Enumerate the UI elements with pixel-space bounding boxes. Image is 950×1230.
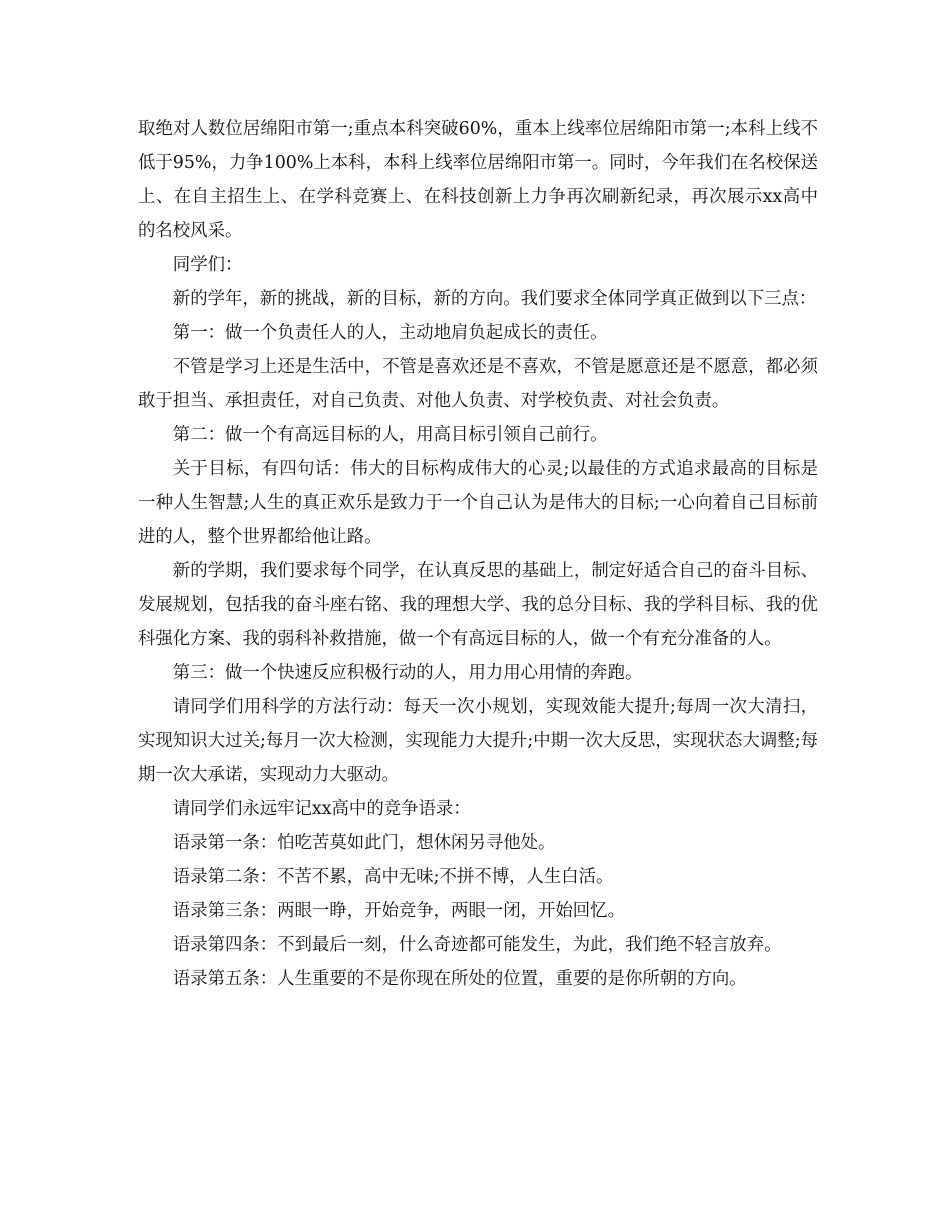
paragraph-intro: 新的学年，新的挑战，新的目标，新的方向。我们要求全体同学真正做到以下三点： [172,289,817,309]
point-two-body: 关于目标，有四句话：伟大的目标构成伟大的心灵;以最佳的方式追求最高的目标是一种人生智慧;人生的真正欢乐是致力于一个自己认为是伟大的目标;一心向着自己目标前进的人，整个世界都给他让路。 [138,459,818,547]
quote-item: 语录第五条：人生重要的不是你现在所处的位置，重要的是你所朝的方向。 [172,969,747,989]
point-one-body: 不管是学习上还是生活中，不管是喜欢还是不喜欢，不管是愿意还是不愿意，都必须敢于担当、承担责任，对自己负责、对他人负责、对学校负责、对社会负责。 [138,357,818,411]
quote-item: 语录第二条：不苦不累，高中无味;不拼不博，人生白活。 [172,867,614,887]
quote-item: 语录第四条：不到最后一刻，什么奇迹都可能发生，为此，我们绝不轻言放弃。 [172,935,782,955]
point-two-heading: 第二：做一个有高远目标的人，用高目标引领自己前行。 [172,425,608,445]
quote-item: 语录第一条：怕吃苦莫如此门，想休闲另寻他处。 [172,833,556,853]
document-body [138,112,818,996]
point-three-heading: 第三：做一个快速反应积极行动的人，用力用心用情的奔跑。 [172,663,643,683]
paragraph-continuation: 取绝对人数位居绵阳市第一;重点本科突破60%，重本上线率位居绵阳市第一;本科上线不低于95%，力争100%上本科，本科上线率位居绵阳市第一。同时，今年我们在名校保送上、在自主招生上、在学科竞赛上、在科技创新上力争再次刷新纪录，再次展示xx高中的名校风采。 [138,119,818,241]
quotes-intro: 请同学们永远牢记xx高中的竞争语录： [172,799,471,819]
point-three-body: 请同学们用科学的方法行动：每天一次小规划，实现效能大提升;每周一次大清扫，实现知识大过关;每月一次大检测，实现能力大提升;中期一次大反思，实现状态大调整;每期一次大承诺，实现动力大驱动。 [138,697,818,785]
point-two-body-2: 新的学期，我们要求每个同学，在认真反思的基础上，制定好适合自己的奋斗目标、发展规划，包括我的奋斗座右铭、我的理想大学、我的总分目标、我的学科目标、我的优科强化方案、我的弱科补救措施，做一个有高远目标的人，做一个有充分准备的人。 [138,561,818,649]
paragraph-greeting: 同学们： [172,255,243,275]
quote-item: 语录第三条：两眼一睁，开始竞争，两眼一闭，开始回忆。 [172,901,625,921]
point-one-heading: 第一：做一个负责任人的人，主动地肩负起成长的责任。 [172,323,608,343]
